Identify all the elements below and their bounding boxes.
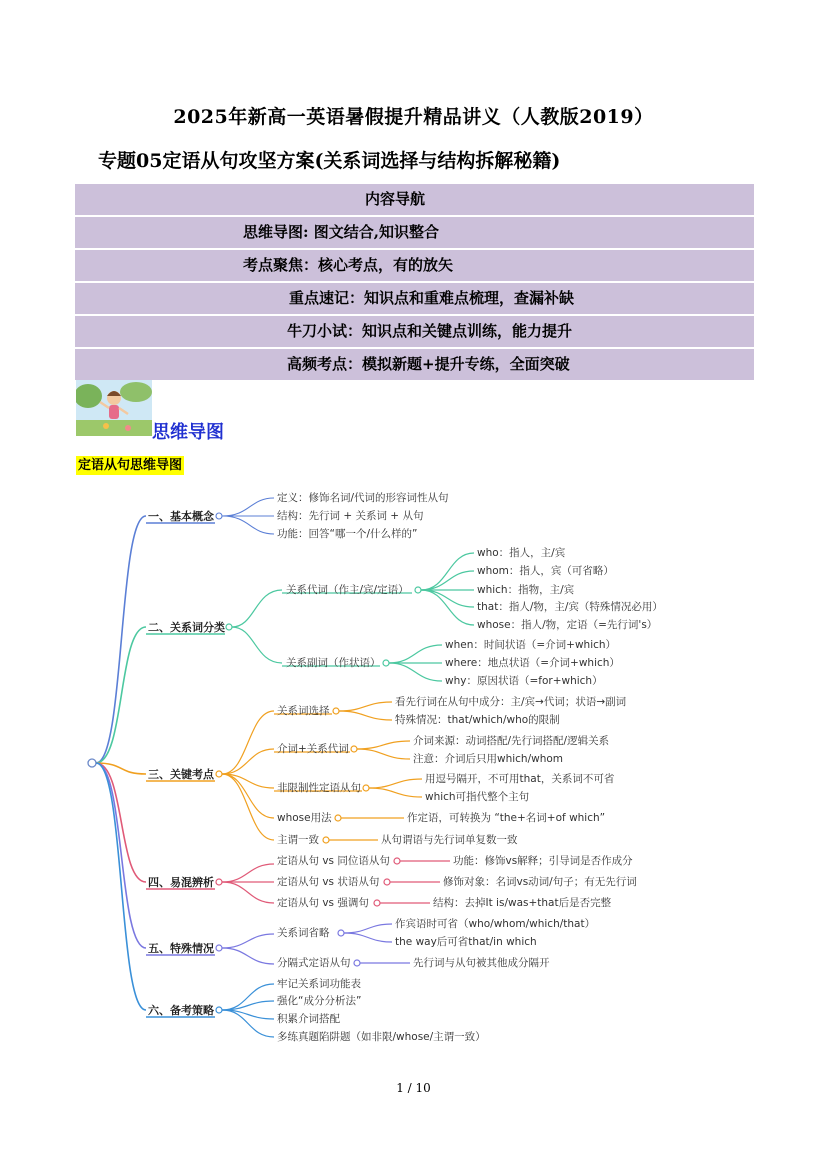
nav-header-text: 内容导航	[365, 190, 426, 208]
nav-row-text: 考点聚焦：核心考点，有的放矢	[243, 256, 454, 274]
branch-6-label: 六、备考策略	[148, 1004, 214, 1017]
b3-item: 注意：介词后只用which/whom	[413, 753, 564, 765]
b3-sub-label: 主谓一致	[277, 834, 319, 846]
nav-row-text: 重点速记：知识点和重难点梳理，查漏补缺	[289, 289, 575, 307]
b6-item: 强化“成分分析法”	[277, 995, 362, 1007]
mindmap-caption: 定语从句思维导图	[78, 458, 183, 473]
b2-sub-label: 关系副词（作状语）	[286, 657, 381, 669]
b5-sub-label: 分隔式定语从句	[277, 957, 351, 969]
b3-sub-label: 介词+关系代词	[277, 743, 349, 755]
branch-4-line	[96, 763, 146, 882]
branch-6-line	[96, 763, 146, 1010]
b1-item: 定义：修饰名词/代词的形容词性从句	[277, 492, 449, 504]
branch-5-line	[96, 763, 146, 948]
b6-item: 多练真题陷阱题（如非限/whose/主谓一致）	[277, 1031, 486, 1043]
b4-sub-label: 定语从句 vs 状语从句	[277, 876, 380, 888]
b2-item: where：地点状语（=介词+which）	[445, 657, 620, 669]
b3-item: 作定语，可转换为 “the+名词+of which”	[407, 812, 606, 824]
branch-3-label: 三、关键考点	[148, 768, 214, 781]
b5-item: 先行词与从句被其他成分隔开	[413, 957, 550, 969]
b2-item: which：指物，主/宾	[477, 584, 575, 596]
b4-item: 修饰对象：名词vs动词/句子；有无先行词	[443, 876, 637, 888]
b6-item: 积累介词搭配	[277, 1013, 340, 1025]
b3-sub-label: whose用法	[277, 812, 332, 824]
branch-2-label: 二、关系词分类	[148, 621, 225, 634]
b4-item: 结构：去掉It is/was+that后是否完整	[433, 897, 612, 909]
b5-item: the way后可省that/in which	[395, 936, 537, 948]
branch-5-label: 五、特殊情况	[148, 942, 214, 955]
page-number: 1 / 10	[396, 1081, 431, 1095]
b2-item: whom：指人，宾（可省略）	[477, 565, 614, 577]
b1-item: 结构：先行词 + 关系词 + 从句	[277, 510, 424, 522]
b3-sub-label: 非限制性定语从句	[277, 782, 361, 794]
document-subtitle: 专题05定语从句攻坚方案(关系词选择与结构拆解秘籍)	[98, 150, 561, 172]
document-title: 2025年新高一英语暑假提升精品讲义（人教版2019）	[173, 106, 654, 128]
nav-row-text: 思维导图: 图文结合,知识整合	[243, 223, 439, 241]
b2-item: when：时间状语（=介词+which）	[445, 639, 617, 651]
nav-row-text: 高频考点：模拟新题+提升专练，全面突破	[287, 355, 570, 373]
b2-item: why：原因状语（=for+which）	[445, 675, 603, 687]
section-title: 思维导图	[152, 422, 224, 443]
b3-item: 从句谓语与先行词单复数一致	[381, 834, 518, 846]
b5-item: 作宾语时可省（who/whom/which/that）	[395, 918, 596, 930]
b3-item: which可指代整个主句	[425, 791, 530, 803]
nav-row-text: 牛刀小试：知识点和关键点训练，能力提升	[287, 322, 573, 340]
b3-item: 特殊情况：that/which/who的限制	[395, 714, 560, 726]
b3-item: 介词来源：动词搭配/先行词搭配/逻辑关系	[413, 735, 610, 747]
b3-item: 看先行词在从句中成分：主/宾→代词；状语→副词	[395, 696, 627, 708]
b2-sub-label: 关系代词（作主/宾/定语）	[286, 584, 409, 596]
b4-item: 功能：修饰vs解释；引导词是否作成分	[453, 855, 633, 867]
branch-4-label: 四、易混辨析	[148, 876, 214, 889]
mindmap-root-node	[88, 759, 96, 767]
b4-sub-label: 定语从句 vs 强调句	[277, 897, 369, 909]
b4-sub-label: 定语从句 vs 同位语从句	[277, 855, 390, 867]
b2-item: who：指人，主/宾	[477, 547, 566, 559]
branch-1-label: 一、基本概念	[148, 510, 214, 523]
b3-sub-label: 关系词选择	[277, 705, 330, 717]
b1-item: 功能：回答“哪一个/什么样的”	[277, 528, 418, 540]
branch-1-line	[96, 516, 146, 763]
b2-item: whose：指人/物，定语（=先行词's）	[477, 619, 658, 631]
b5-sub-label: 关系词省略	[277, 927, 330, 939]
b6-item: 牢记关系词功能表	[277, 978, 361, 990]
b3-item: 用逗号隔开，不可用that，关系词不可省	[425, 773, 615, 785]
b2-item: that：指人/物，主/宾（特殊情况必用）	[477, 601, 663, 613]
